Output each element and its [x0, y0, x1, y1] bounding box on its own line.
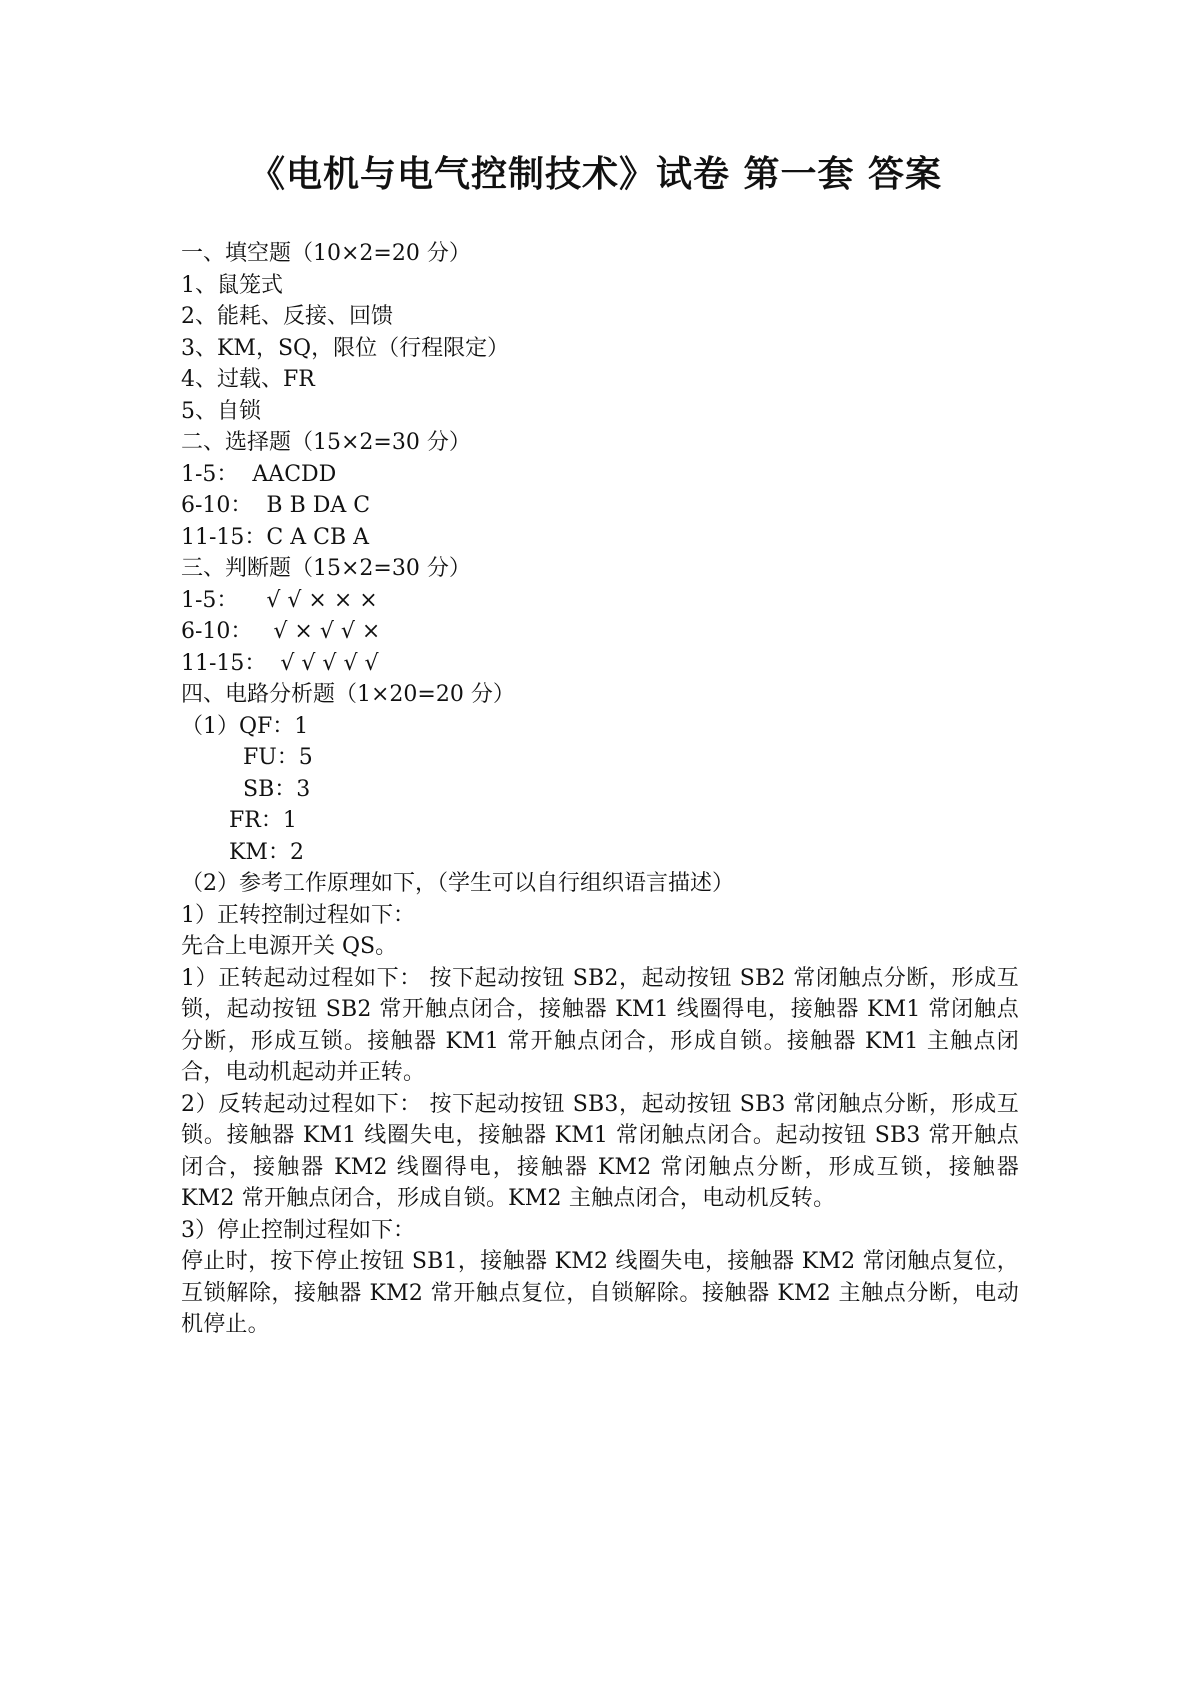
answer-line-km: KM：2: [229, 839, 304, 865]
document-body: [181, 238, 1019, 1341]
reverse-start-paragraph: 2）反转起动过程如下： 按下起动按钮 SB3，起动按钮 SB3 常闭触点分断，形成互锁。接触器 KM1 线圈失电，接触器 KM1 常闭触点闭合。起动按钮 SB3 常开触点闭合，接触器 KM2 线圈得电，接触器 KM2 常闭触点分断，形成互锁，接触器 KM2 常开触点闭合，形成自锁。KM2 主触点闭合，电动机反转。: [181, 1091, 1019, 1211]
power-on-line: 先合上电源开关 QS。: [181, 934, 398, 959]
section-heading-fill-blank: 一、填空题（10×2=20 分）: [181, 241, 471, 266]
question-two-intro: （2）参考工作原理如下，（学生可以自行组织语言描述）: [181, 871, 734, 896]
forward-control-heading: 1）正转控制过程如下：: [181, 902, 415, 928]
answer-line-qf: （1）QF：1: [181, 713, 309, 739]
answer-line: 1-5： √ √ × × ×: [181, 587, 378, 613]
section-heading-true-false: 三、判断题（15×2=30 分）: [181, 556, 471, 581]
stop-paragraph: 停止时，按下停止按钮 SB1，接触器 KM2 线圈失电，接触器 KM2 常闭触点复位，互锁解除，接触器 KM2 常开触点复位，自锁解除。接触器 KM2 主触点分断，电动机停止。: [181, 1249, 1019, 1337]
answer-line: 11-15： √ √ √ √ √: [181, 650, 379, 676]
answer-line: 5、自锁: [181, 398, 261, 424]
answer-line: 6-10： B B DA C: [181, 493, 371, 518]
answer-line: 6-10： √ × √ √ ×: [181, 619, 381, 644]
answer-line: 11-15：C A CB A: [181, 524, 370, 550]
answer-line: 2、能耗、反接、回馈: [181, 304, 393, 329]
answer-line-sb: SB：3: [243, 776, 311, 802]
answer-line-fu: FU：5: [243, 745, 313, 770]
answer-line: 1-5： AACDD: [181, 461, 337, 487]
document-title: 《电机与电气控制技术》试卷 第一套 答案: [248, 153, 943, 195]
section-heading-circuit-analysis: 四、电路分析题（1×20=20 分）: [181, 682, 515, 707]
answer-line: 1、鼠笼式: [181, 272, 283, 298]
answer-line-fr: FR：1: [229, 808, 297, 833]
forward-start-paragraph: 1）正转起动过程如下： 按下起动按钮 SB2，起动按钮 SB2 常闭触点分断，形成互锁，起动按钮 SB2 常开触点闭合，接触器 KM1 线圈得电，接触器 KM1 常闭触点分断，形成互锁。接触器 KM1 常开触点闭合，形成自锁。接触器 KM1 主触点闭合，电动机起动并正转。: [181, 965, 1019, 1085]
answer-line: 4、过载、FR: [181, 367, 315, 392]
stop-control-heading: 3）停止控制过程如下：: [181, 1217, 415, 1243]
section-heading-multiple-choice: 二、选择题（15×2=30 分）: [181, 430, 471, 455]
answer-line: 3、KM，SQ，限位（行程限定）: [181, 335, 510, 361]
